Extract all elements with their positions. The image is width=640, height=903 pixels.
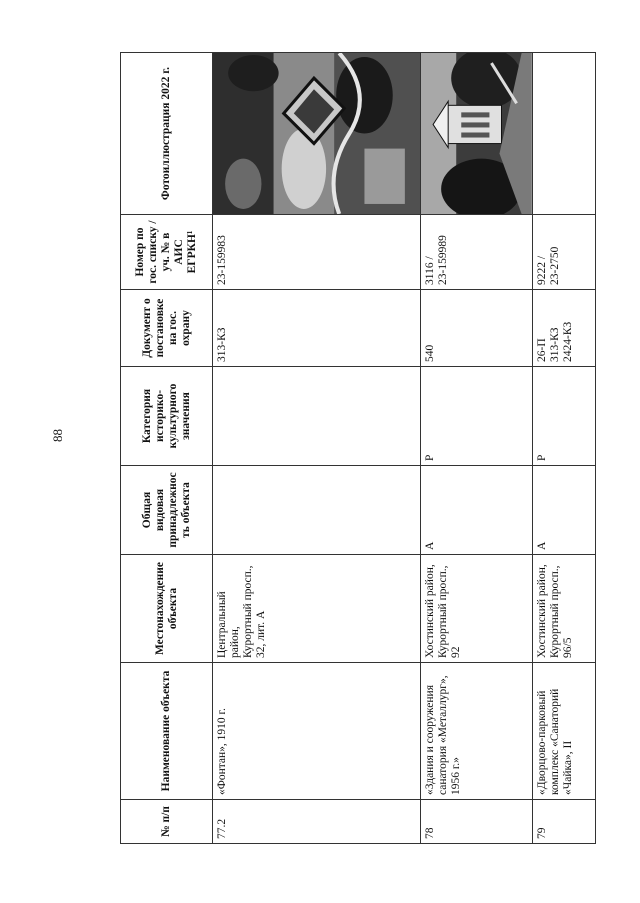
register-line: 9222 / [535, 255, 548, 285]
register-number [421, 215, 533, 290]
header-number: № п/п [121, 800, 213, 844]
protection-document [421, 290, 533, 367]
object-name: «Дворцово-парковый комплекс «Санаторий «Чайка», II [532, 663, 595, 800]
page-number: 88 [50, 429, 65, 442]
heritage-objects-table [120, 52, 596, 844]
row-number: 78 [421, 800, 533, 844]
header-category: Категория историко-культурного значения [121, 367, 213, 466]
photo-cell-empty [532, 53, 595, 215]
table-row [532, 53, 595, 844]
rotated-table-container [120, 53, 593, 844]
sanatorium-photo [421, 53, 532, 214]
location-line: 92 [450, 646, 462, 658]
header-object-type: Общая видовая принадлежнос ть объекта [121, 466, 213, 555]
register-line: 3116 / [424, 256, 436, 285]
register-number [213, 215, 421, 290]
header-object-name: Наименование объекта [121, 663, 213, 800]
object-location [213, 555, 421, 663]
photo-cell [421, 53, 533, 215]
register-line: 23-159989 [437, 235, 449, 285]
location-line: Курортный просп., [242, 565, 254, 658]
document-line: 313-КЗ [216, 327, 228, 362]
register-line: 23-2750 [548, 246, 561, 285]
register-line: 23-159983 [216, 235, 228, 285]
header-photo: Фотоиллюстрация 2022 г. [121, 53, 213, 215]
object-category: Р [532, 367, 595, 466]
object-name: «Здания и сооружения санатория «Металлург», 1956 г.» [421, 663, 533, 800]
header-location: Местонахождение объекта [121, 555, 213, 663]
header-register-number: Номер по гос. списку /уч. № в АИС ЕГРКН¹ [121, 215, 213, 290]
object-type: А [421, 466, 533, 555]
table-header-row [121, 53, 213, 844]
row-number: 79 [532, 800, 595, 844]
location-line: Хостинский район, [535, 564, 548, 658]
location-line: Курортный просп., [437, 565, 449, 658]
location-line: Хостинский район, [424, 564, 436, 658]
protection-document [532, 290, 595, 367]
document-line: 540 [424, 344, 436, 362]
object-type: А [532, 466, 595, 555]
row-number: 77.2 [213, 800, 421, 844]
fountain-photo [213, 53, 420, 214]
object-category [213, 367, 421, 466]
header-protection-document: Документ о постановке на гос. охрану [121, 290, 213, 367]
table-row [421, 53, 533, 844]
register-number [532, 215, 595, 290]
photo-cell [213, 53, 421, 215]
table-row [213, 53, 421, 844]
document-line: 26-П [535, 338, 548, 362]
location-line: Курортный просп., [548, 565, 561, 658]
object-category: Р [421, 367, 533, 466]
protection-document [213, 290, 421, 367]
object-type [213, 466, 421, 555]
object-location [532, 555, 595, 663]
document-line: 313-КЗ [548, 327, 561, 362]
location-line: 96/5 [561, 637, 574, 658]
location-line: Центральный район, [216, 591, 241, 658]
document-line: 2424-КЗ [561, 321, 574, 362]
location-line: 32, лит. А [255, 610, 267, 658]
object-name: «Фонтан», 1910 г. [213, 663, 421, 800]
object-location [421, 555, 533, 663]
